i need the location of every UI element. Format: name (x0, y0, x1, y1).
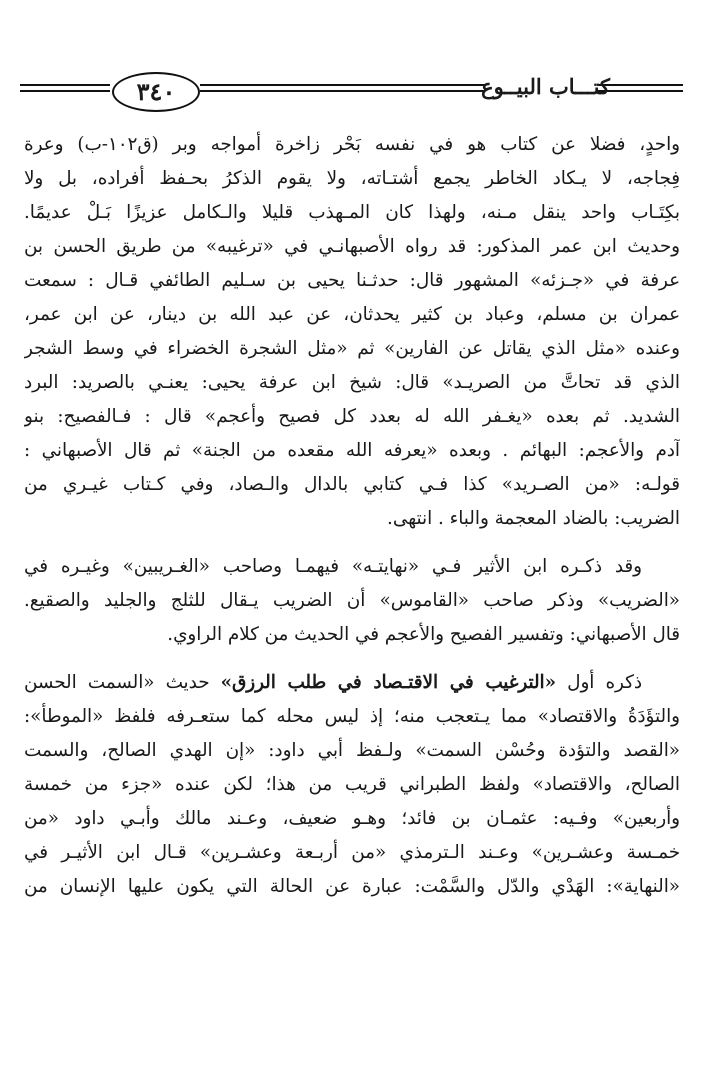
text-line: آدم والأعجم: البهائم . وبعده «يعرفه الله مقعده من الجنة» ثم قال الأصبهاني : (24, 440, 680, 461)
book-title-bold: «الترغيب في الاقتـصاد في طلب الرزق» (220, 672, 557, 693)
text-line: واحدٍ، فضلا عن كتاب هو في نفسه بَحْر زاخرة أمواجه وبر (ق١٠٢-ب) وعرة (24, 134, 680, 155)
paragraph-3 (24, 666, 680, 904)
text-line: وأربعين» وفـيه: عثمـان بن فائد؛ وهـو ضعيف، وعـند مالك وأبـي داود «من (24, 808, 680, 829)
page-number: ٣٤٠ (112, 72, 200, 112)
text-line: «الضريب» وذكر صاحب «القاموس» أن الضريب يـقال للثلج والجليد والصقيع. (24, 590, 680, 611)
lead-rest: حديث «السمت الحسن (24, 672, 221, 693)
header-rule-middle (200, 84, 485, 86)
text-line: قال الأصبهاني: وتفسير الفصيح والأعجم في الحديث من كلام الراوي. (167, 624, 680, 645)
paragraph-2 (24, 550, 680, 652)
text-line: الذي قد تحاتَّ من الصريـد» قال: شيخ ابن عرفة يحيى: يعنـي بالصريد: البرد (24, 372, 680, 393)
text-line: الصالح، والاقتصاد» ولفظ الطبراني قريب من هذا؛ لكن عنده «جزء من خمسة (24, 774, 680, 795)
text-line-lead (24, 666, 680, 700)
text-line: عمران بن مسلم، وعباد بن كثير يحدثان، عن عبد الله بن دينار، عن ابن عمر، (24, 304, 680, 325)
text-line: «النهاية»: الهَدْي والدّل والسَّمْت: عبارة عن الحالة التي يكون عليها الإنسان من (24, 876, 680, 897)
paragraph-gap (24, 652, 680, 666)
text-line: والتؤَدَةُ والاقتصاد» مما يـتعجب منه؛ إذ ليس محله كما ستعـرفه فلفظ «الموطأ»: (24, 706, 680, 727)
text-line: فِجاجه، لا يـكاد الخاطر يجمع أشتـاته، ولا يقوم الذكرُ بحـفظ أفراده، بل ولا (24, 168, 680, 189)
text-line: قولـه: «من الصـريد» كذا فـي كتابي بالدال والـصاد، وفي كـتاب غيـري من (24, 474, 680, 495)
running-title: كتـــاب البيــوع (481, 74, 610, 99)
paragraph-1 (24, 128, 680, 536)
lead-plain: ذكره أول (556, 672, 642, 693)
header-rule-right-2 (598, 90, 683, 92)
text-line: خمـسة وعشـرين» وعـند الـترمذي «من أربـعة وعشـرين» قـال ابن الأثيـر في (24, 842, 680, 863)
text-line: الضريب: بالضاد المعجمة والباء . انتهى. (387, 508, 680, 529)
header-rule-left-2 (20, 90, 110, 92)
text-line: عرفة في «جـزئه» المشهور قال: حدثـنا يحيى بن سـليم الطائفي قـال : سمعت (24, 270, 680, 291)
page-header (20, 70, 683, 122)
text-line: وقد ذكـره ابن الأثير فـي «نهايتـه» فيهمـا وصاحب «الغـريبين» وغيـره في (24, 556, 642, 577)
page-body (24, 128, 680, 904)
header-rule-left (20, 84, 110, 86)
text-line: وعنده «مثل الذي يقاتل عن الفارين» ثم «مثل الشجرة الخضراء في وسط الشجر (24, 338, 680, 359)
header-rule-middle-2 (200, 90, 485, 92)
text-line: «القصد والتؤدة وحُسْن السمت» ولـفظ أبي داود: «إن الهدي الصالح، والسمت (24, 740, 680, 761)
paragraph-gap (24, 536, 680, 550)
text-line: وحديث ابن عمر المذكور: قد رواه الأصبهانـي في «ترغيبه» من طريق الحسن بن (24, 236, 680, 257)
text-line: الشديد. ثم بعده «يغـفر الله له بعدد كل فصيح وأعجم» قال : فـالفصيح: بنو (24, 406, 680, 427)
header-rule-right (598, 84, 683, 86)
text-line: بكِتَـاب واحد ينقل مـنه، ولهذا كان المـهذب قليلا والـكامل عزيزًا بَـلْ عديمًا. (24, 202, 680, 223)
